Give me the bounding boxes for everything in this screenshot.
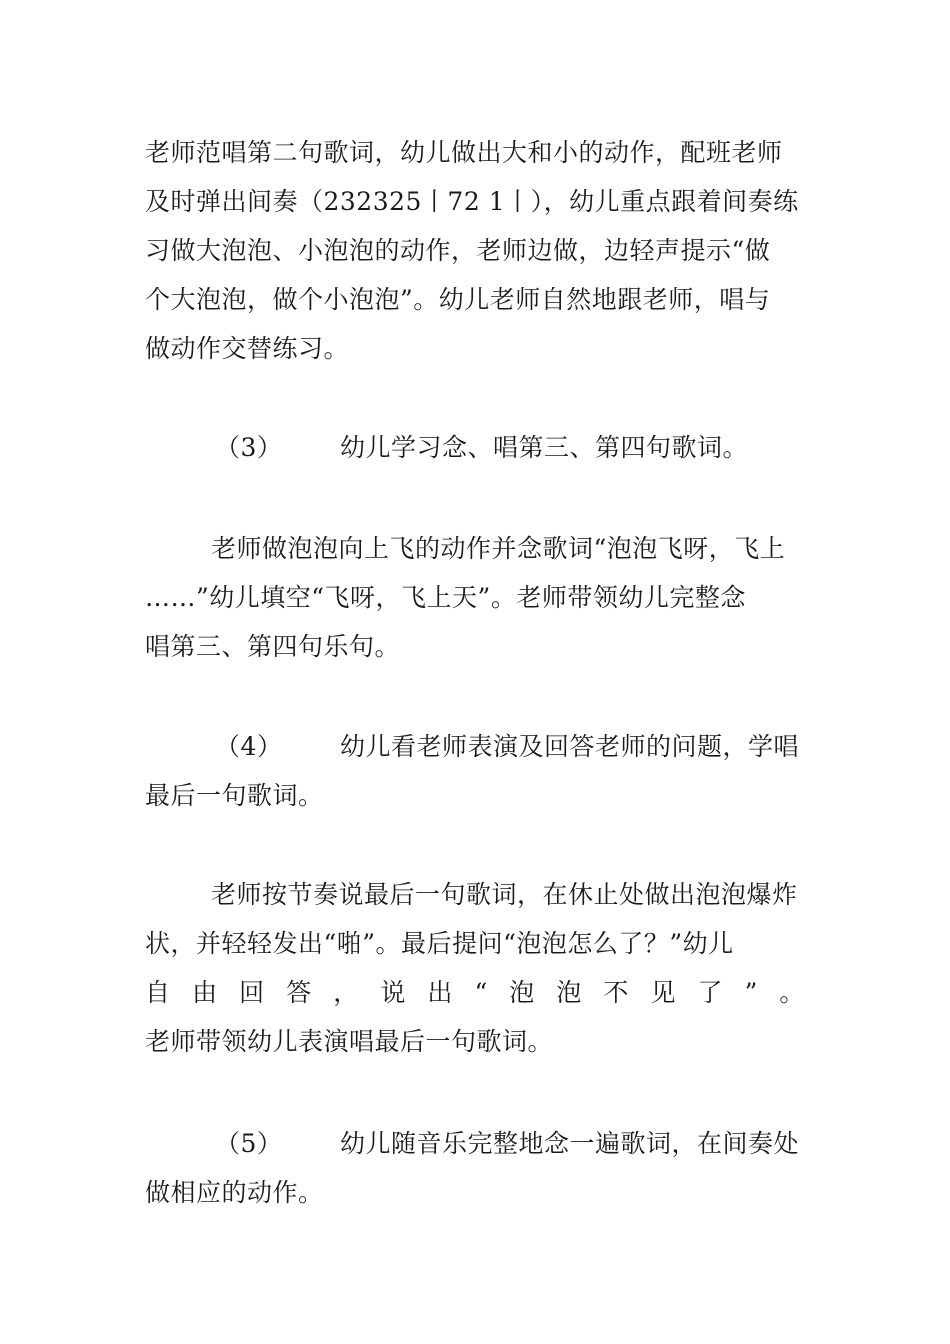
step-text-continuation: 最后一句歌词。 — [145, 781, 324, 810]
step-text: 幼儿学习念、唱第三、第四句歌词。 — [340, 433, 749, 462]
text-line: 唱第三、第四句乐句。 — [145, 632, 401, 661]
spread-char: ， — [333, 978, 359, 1007]
spread-char: ” — [744, 978, 758, 1007]
step-5 — [145, 1119, 805, 1217]
text-line: 老师带领幼儿表演唱最后一句歌词。 — [145, 1027, 554, 1056]
spread-char: 由 — [192, 978, 218, 1007]
spread-char: 。 — [779, 978, 805, 1007]
spread-char: 出 — [427, 978, 453, 1007]
spread-char: 见 — [650, 978, 676, 1007]
spread-char: 说 — [380, 978, 406, 1007]
step-number: （5） — [215, 1129, 283, 1158]
step-number: （3） — [215, 433, 283, 462]
spread-char: 回 — [239, 978, 265, 1007]
text-line: ……”幼儿填空“飞呀，飞上天”。老师带领幼儿完整念 — [145, 583, 746, 612]
step-3 — [145, 423, 805, 472]
spread-char: 泡 — [509, 978, 535, 1007]
text-line: 老师范唱第二句歌词，幼儿做出大和小的动作，配班老师 — [145, 138, 783, 167]
text-line: 状，并轻轻发出“啪”。最后提问“泡泡怎么了？”幼儿 — [145, 929, 734, 958]
step-4 — [145, 722, 805, 820]
step-number: （4） — [215, 732, 283, 761]
spread-char: 不 — [603, 978, 629, 1007]
text-line: 老师做泡泡向上飞的动作并念歌词“泡泡飞呀，飞上 — [211, 534, 786, 563]
text-line: 个大泡泡，做个小泡泡”。幼儿老师自然地跟老师，唱与 — [145, 285, 771, 314]
text-line: 做动作交替练习。 — [145, 334, 350, 363]
spread-char: 答 — [286, 978, 312, 1007]
paragraph-teacher-second-line — [145, 128, 805, 373]
spread-char: 自 — [145, 978, 171, 1007]
step-text: 幼儿看老师表演及回答老师的问题，学唱 — [340, 732, 800, 761]
step-text-continuation: 做相应的动作。 — [145, 1178, 324, 1207]
paragraph-bubbles-fly — [145, 524, 805, 671]
text-line: 及时弹出间奏（232325丨72 1丨），幼儿重点跟着间奏练 — [145, 187, 799, 216]
text-line-justified — [145, 968, 805, 1017]
spread-char: “ — [474, 978, 488, 1007]
paragraph-last-line — [145, 870, 805, 1066]
spread-char: 泡 — [556, 978, 582, 1007]
text-line: 老师按节奏说最后一句歌词，在休止处做出泡泡爆炸 — [211, 880, 798, 909]
step-text: 幼儿随音乐完整地念一遍歌词，在间奏处 — [340, 1129, 800, 1158]
text-line: 习做大泡泡、小泡泡的动作，老师边做，边轻声提示“做 — [145, 236, 771, 265]
spread-char: 了 — [697, 978, 724, 1007]
